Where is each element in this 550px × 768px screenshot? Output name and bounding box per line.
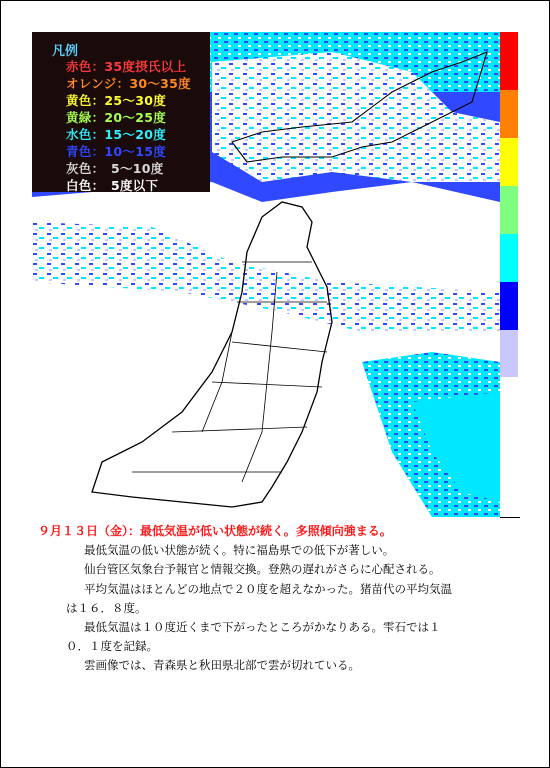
report-text <box>38 522 508 676</box>
legend-row: 白色： 5度以下 <box>66 178 159 193</box>
legend-row: 黄緑：20～25度 <box>66 110 166 125</box>
legend-box <box>32 32 210 192</box>
paragraph: 最低気温は１０度近くまで下がったところがかなりある。雫石では１ <box>84 620 441 635</box>
legend-row: 赤色：35度摂氏以上 <box>66 59 187 74</box>
scale-segment <box>500 330 518 377</box>
paragraph: 平均気温はほとんどの地点で２０度を超えなかった。猪苗代の平均気温 <box>84 581 452 596</box>
paragraph: 仙台管区気象台予報官と情報交換。登熟の遅れがさらに心配される。 <box>84 562 441 577</box>
paragraph: 雲画像では、青森県と秋田県北部で雲が切れている。 <box>84 658 360 673</box>
legend-row: 青色：10～15度 <box>66 144 166 159</box>
scale-segment <box>500 282 518 330</box>
legend-row: 水色：15～20度 <box>66 127 166 142</box>
paragraph: 最低気温の低い状態が続く。特に福島県での低下が著しい。 <box>84 543 395 558</box>
paragraph: は１６．８度。 <box>66 600 147 615</box>
paragraph: ０．１度を記録。 <box>66 639 158 654</box>
headline: ９月１３日（金）：最低気温が低い状態が続く。多照傾向強まる。 <box>38 524 392 538</box>
divider <box>500 517 520 518</box>
legend-row: 灰色： 5～10度 <box>66 161 164 176</box>
scale-segment <box>500 138 518 186</box>
scale-segment <box>500 186 518 234</box>
legend-row: 黄色：25～30度 <box>66 93 166 108</box>
color-scale <box>500 32 518 377</box>
scale-segment <box>500 32 518 90</box>
scale-segment <box>500 90 518 138</box>
legend-row: オレンジ：30～35度 <box>66 76 191 91</box>
scale-segment <box>500 234 518 282</box>
legend-title: 凡例 <box>52 44 79 59</box>
